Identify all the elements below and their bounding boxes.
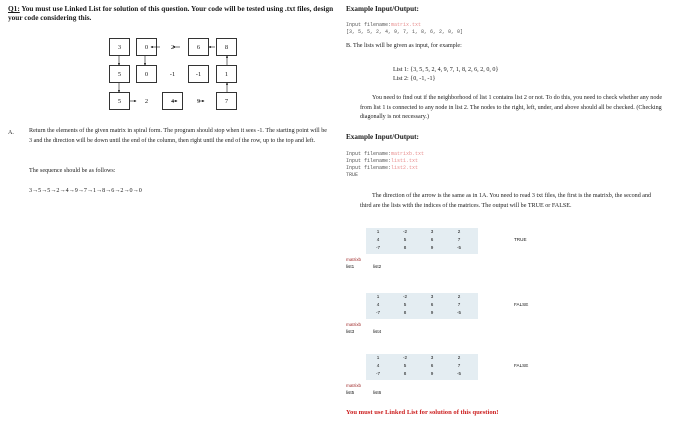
sequence: 3→5→5→2→4→9→7→1→8→6→2→0→0	[29, 188, 142, 194]
matrix-cell: 9	[430, 310, 434, 315]
part-a-text: Return the elements of the given matrix in spiral form. The program should stop when it sees -1. The starting point will be 3 and the direction will be down until the end of the column, then right until the end of the row, up to the top and left.	[29, 128, 327, 144]
part-a-marker: A.	[8, 130, 14, 136]
matrix-cell: 4	[376, 363, 380, 368]
input-file: matrix.txt	[391, 22, 422, 28]
grid-cell: 5	[109, 65, 130, 83]
matrix-result: FALSE	[514, 363, 529, 368]
matrix-cell: 7	[457, 237, 461, 242]
matrix-cell: 3	[430, 294, 434, 299]
list-label: list6	[373, 390, 382, 395]
input-file: matrixb.txt	[391, 151, 425, 157]
matrix-cell: 6	[430, 237, 434, 242]
list-label: list3	[346, 329, 355, 334]
matrix-cell: 5	[403, 302, 407, 307]
matrix-result: FALSE	[514, 302, 529, 307]
matrix-cell: -7	[375, 371, 381, 376]
matrix-cell: -7	[375, 310, 381, 315]
grid-cell: 3	[109, 38, 130, 56]
matrix-cell: -5	[456, 371, 462, 376]
question-title	[8, 4, 338, 22]
list-label: list2	[373, 264, 382, 269]
example2-output: TRUE	[346, 172, 359, 178]
example2-input-2	[346, 158, 418, 165]
grid-cell: 1	[216, 65, 237, 83]
matrix-cell: 6	[430, 363, 434, 368]
grid-cell: 0	[136, 38, 157, 56]
matrix-cell: -2	[402, 229, 408, 234]
input-file: list1.txt	[391, 158, 419, 164]
input-label: Input filename:	[346, 158, 392, 164]
input-label: Input filename:	[346, 22, 392, 28]
example-heading-2: Example Input/Output:	[346, 133, 419, 141]
matrix-cell: -5	[456, 245, 462, 250]
question-text: You must use Linked List for solution of this question. Your code will be tested using .txt files, design your code considering this.	[8, 4, 334, 22]
part-b-description: You need to find out if the neighborhood of list 1 contains list 2 or not. To do this, you need to check whether any node from list 1 is connected to any node in list 2. The nodes to the right, left, under, and above should all be checked. (Checking diagonally is not necessary.)	[360, 95, 663, 121]
spiral-arrows	[100, 30, 250, 120]
example-heading-1: Example Input/Output:	[346, 5, 419, 13]
grid-cell: 4	[162, 92, 183, 110]
example2-input-3	[346, 165, 418, 172]
matrix-cell: 1	[376, 229, 380, 234]
grid-cell: 2	[136, 92, 157, 110]
question-number: Q1:	[8, 4, 20, 13]
grid-cell: 5	[109, 92, 130, 110]
matrix-cell: -2	[402, 355, 408, 360]
matrix-cell: 8	[403, 245, 407, 250]
matrix-cell: 4	[376, 237, 380, 242]
matrix-cell: 7	[457, 363, 461, 368]
input-label: Input filename:	[346, 165, 392, 171]
matrix-cell: 8	[403, 310, 407, 315]
matrix-cell: 3	[430, 229, 434, 234]
matrix-label: matrixb	[346, 383, 362, 388]
list-label: list4	[373, 329, 382, 334]
matrix-label: matrixb	[346, 322, 362, 327]
grid-cell: 0	[136, 65, 157, 83]
matrix-cell: 9	[430, 371, 434, 376]
direction-text: The direction of the arrow is the same as in 1A. You need to read 3 txt files, the first is the matrixb, the second and third are the lists with the indices of the matrices. The output will be TRUE or FALSE.	[360, 193, 652, 209]
matrix-cell: 4	[376, 302, 380, 307]
grid-cell: 9	[188, 92, 209, 110]
grid-cell: 8	[216, 38, 237, 56]
matrix-cell: 9	[430, 245, 434, 250]
list2: List 2: {0, -1, -1}	[393, 76, 436, 82]
sequence-intro: The sequence should be as follows:	[29, 168, 116, 174]
matrix-cell: -5	[456, 310, 462, 315]
matrix-cell: 5	[403, 237, 407, 242]
grid-cell: 2	[162, 38, 183, 56]
matrix-result: TRUE	[514, 237, 527, 242]
matrix-cell: 1	[376, 355, 380, 360]
matrix-cell: 6	[430, 302, 434, 307]
grid-cell: -1	[162, 65, 183, 83]
matrix-cell: 7	[457, 302, 461, 307]
matrix-cell: -7	[375, 245, 381, 250]
input-label: Input filename:	[346, 151, 392, 157]
list1: List 1: {3, 5, 5, 2, 4, 9, 7, 1, 8, 2, 6, 2, 0, 0}	[393, 67, 499, 73]
example2-input-1	[346, 151, 424, 158]
matrix-cell: 5	[403, 363, 407, 368]
matrix-cell: -2	[402, 294, 408, 299]
grid-cell: -1	[188, 65, 209, 83]
matrix-cell: 2	[457, 229, 461, 234]
matrix-cell: 3	[430, 355, 434, 360]
grid-cell: 7	[216, 92, 237, 110]
example1-input	[346, 22, 421, 29]
matrix-cell: 8	[403, 371, 407, 376]
footer-warning: You must use Linked List for solution of this question!	[346, 409, 499, 416]
grid-cell: 6	[188, 38, 209, 56]
matrix-label: matrixb	[346, 257, 362, 262]
list-label: list1	[346, 264, 355, 269]
matrix-cell: 2	[457, 294, 461, 299]
part-b-intro: B. The lists will be given as input, for example:	[346, 43, 462, 49]
example1-output: [3, 5, 5, 2, 4, 9, 7, 1, 8, 6, 2, 0, 0]	[346, 29, 464, 35]
matrix-cell: 2	[457, 355, 461, 360]
list-label: list5	[346, 390, 355, 395]
matrix-cell: 1	[376, 294, 380, 299]
input-file: list2.txt	[391, 165, 419, 171]
